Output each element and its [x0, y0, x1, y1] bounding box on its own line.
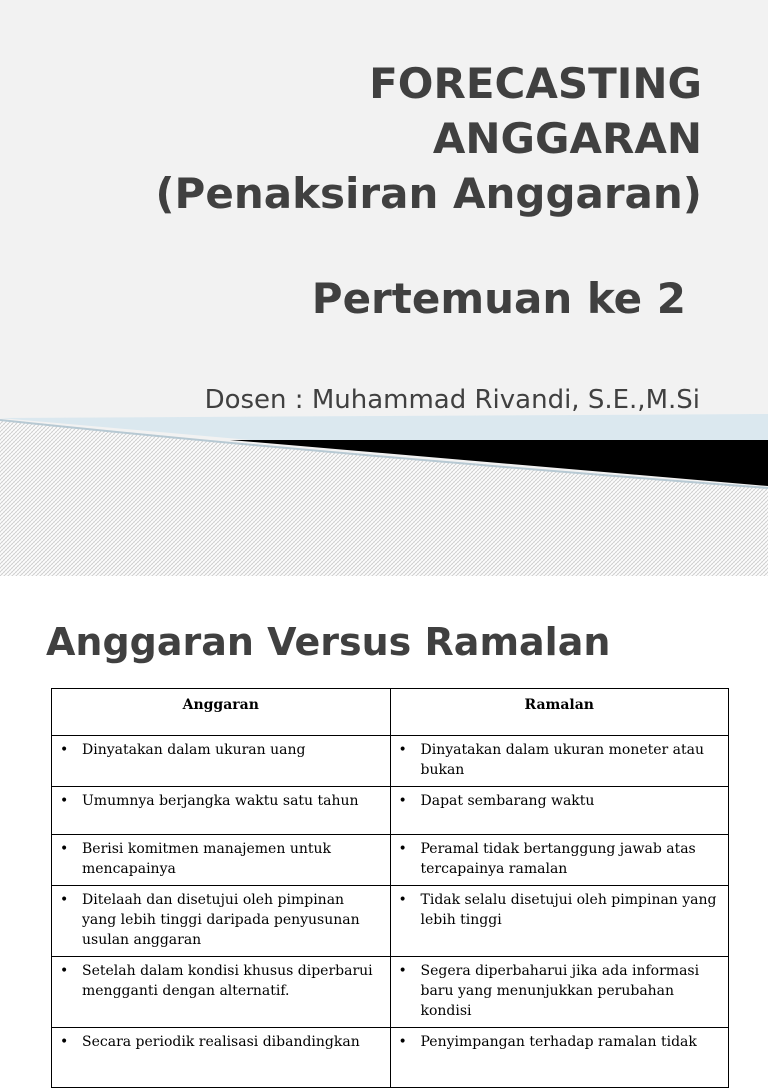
table-row: [52, 1028, 729, 1088]
bullet-item: [60, 961, 382, 1001]
cell-ramalan: [390, 736, 729, 787]
bullet-item: [399, 839, 721, 879]
header-anggaran: Anggaran: [52, 689, 391, 736]
bullet-icon: •: [60, 841, 69, 857]
bullet-icon: •: [60, 963, 69, 979]
cell-anggaran: [52, 835, 391, 886]
title-line-2: ANGGARAN: [432, 114, 702, 163]
table-row: [52, 787, 729, 835]
cell-text: Segera diperbaharui jika ada informasi baru yang menunjukkan perubahan kondisi: [420, 963, 700, 1019]
cell-ramalan: [390, 957, 729, 1028]
cell-ramalan: [390, 787, 729, 835]
table-row: [52, 957, 729, 1028]
bullet-item: [60, 740, 382, 760]
cell-text: Dinyatakan dalam ukuran uang: [82, 742, 306, 758]
cell-anggaran: [52, 1028, 391, 1088]
cell-text: Ditelaah dan disetujui oleh pimpinan yang lebih tinggi daripada penyusunan usulan anggaran: [82, 892, 360, 948]
cell-text: Tidak selalu disetujui oleh pimpinan yang lebih tinggi: [420, 892, 717, 928]
bullet-icon: •: [60, 742, 69, 758]
bullet-item: [399, 890, 721, 930]
main-title: [155, 56, 702, 221]
bullet-icon: •: [398, 841, 407, 857]
bullet-icon: •: [398, 793, 407, 809]
cell-ramalan: [390, 835, 729, 886]
bullet-item: [399, 961, 721, 1021]
header-ramalan: Ramalan: [390, 689, 729, 736]
lecturer-name: Dosen : Muhammad Rivandi, S.E.,M.Si: [204, 385, 700, 415]
comparison-table: [51, 688, 729, 1088]
slide-title: Anggaran Versus Ramalan: [46, 620, 611, 664]
bullet-item: [60, 839, 382, 879]
cell-ramalan: [390, 1028, 729, 1088]
table-row: [52, 886, 729, 957]
bullet-item: [60, 890, 382, 950]
bullet-item: [60, 791, 382, 811]
bullet-icon: •: [60, 892, 69, 908]
cell-ramalan: [390, 886, 729, 957]
bullet-icon: •: [398, 963, 407, 979]
table-header-row: [52, 689, 729, 736]
table-row: [52, 736, 729, 787]
cell-anggaran: [52, 736, 391, 787]
bullet-icon: •: [398, 742, 407, 758]
cell-anggaran: [52, 787, 391, 835]
table-row: [52, 835, 729, 886]
bullet-icon: •: [60, 1034, 69, 1050]
bullet-icon: •: [398, 892, 407, 908]
cell-text: Secara periodik realisasi dibandingkan: [82, 1034, 360, 1050]
cell-text: Setelah dalam kondisi khusus diperbarui mengganti dengan alternatif.: [82, 963, 373, 999]
cell-anggaran: [52, 886, 391, 957]
cell-text: Berisi komitmen manajemen untuk mencapainya: [82, 841, 331, 877]
bullet-item: [60, 1032, 382, 1052]
cell-text: Umumnya berjangka waktu satu tahun: [82, 793, 359, 809]
comparison-slide: [0, 576, 768, 1050]
cell-text: Peramal tidak bertanggung jawab atas tercapainya ramalan: [420, 841, 696, 877]
bullet-item: [399, 1032, 721, 1052]
bullet-item: [399, 791, 721, 811]
bullet-item: [399, 740, 721, 780]
title-line-3: (Penaksiran Anggaran): [155, 169, 702, 218]
cell-anggaran: [52, 957, 391, 1028]
cell-text: Dinyatakan dalam ukuran moneter atau bukan: [420, 742, 705, 778]
bullet-icon: •: [60, 793, 69, 809]
cell-text: Dapat sembarang waktu: [420, 793, 595, 809]
subtitle: Pertemuan ke 2: [311, 274, 686, 323]
title-line-1: FORECASTING: [369, 59, 702, 108]
bullet-icon: •: [398, 1034, 407, 1050]
cell-text: Penyimpangan terhadap ramalan tidak: [420, 1034, 697, 1050]
